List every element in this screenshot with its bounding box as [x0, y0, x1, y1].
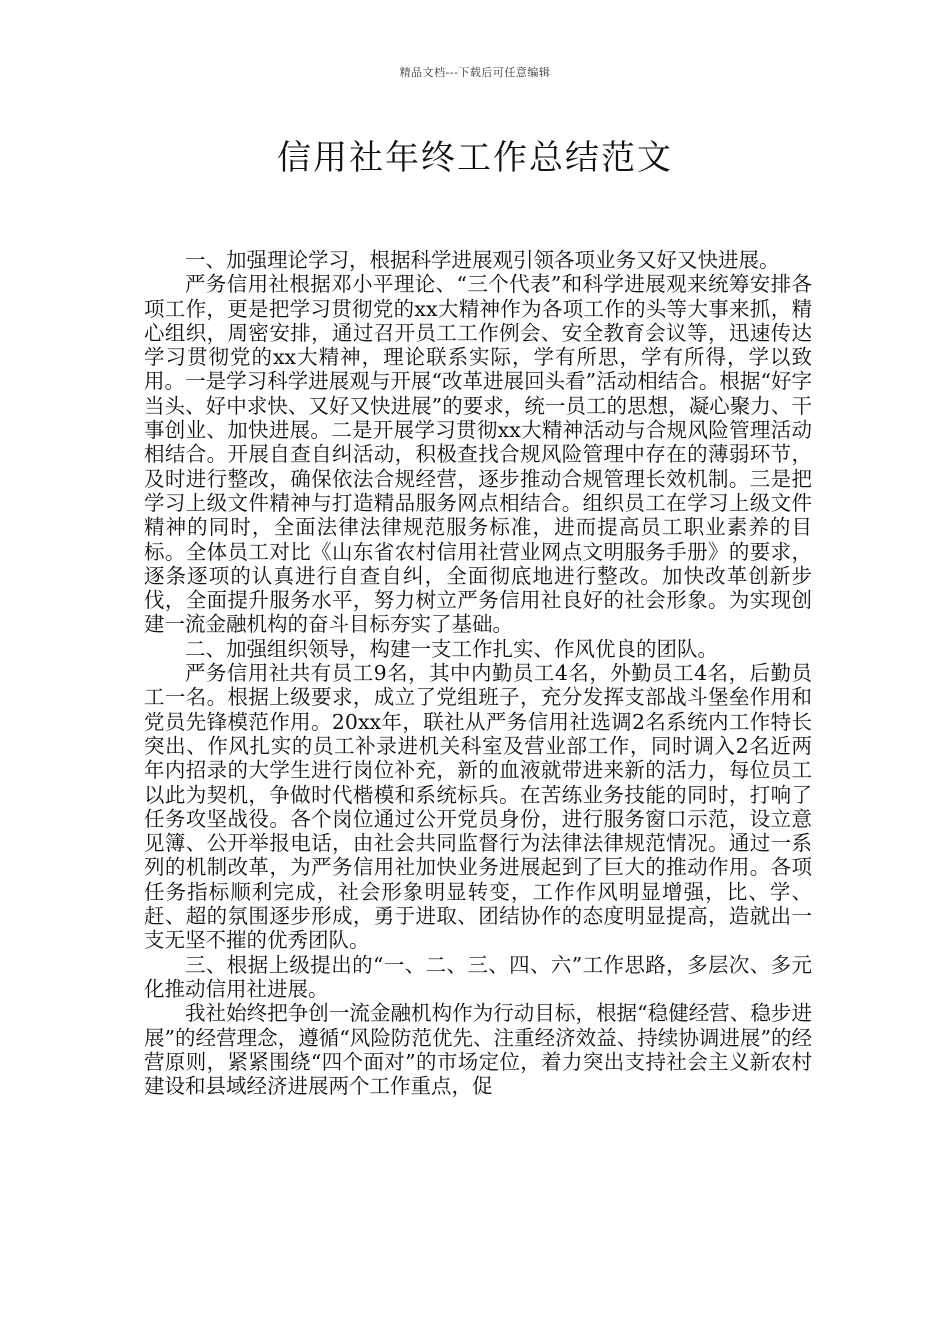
page-title: 信用社年终工作总结范文: [277, 138, 673, 178]
body-paragraph-3: 我社始终把争创一流金融机构作为行动目标，根据“稳健经营、稳步进展”的经营理念，遵循“风险防范优先、注重经济效益、持续协调进展”的经营原则，紧紧围绕“四个面对”的市场定位，着力突出支持社会主义新农村建设和县域经济进展两个工作重点，促: [144, 1001, 812, 1099]
section-heading-1: 一、加强理论学习，根据科学进展观引领各项业务又好又快进展。: [185, 248, 780, 272]
section-heading-2: 二、加强组织领导，构建一支工作扎实、作风优良的团队。: [185, 636, 718, 661]
document-body: [144, 248, 812, 1098]
header-note: 精品文档---下载后可任意编辑: [399, 66, 551, 79]
body-paragraph-1: 严务信用社根据邓小平理论、“三个代表”和科学进展观来统筹安排各项工作，更是把学习贯彻党的xx大精神作为各项工作的头等大事来抓，精心组织，周密安排，通过召开员工工作例会、安全教育会议等，迅速传达学习贯彻党的xx大精神，理论联系实际，学有所思，学有所得，学以致用。一是学习科学进展观与开展“改革进展回头看”活动相结合。根据“好字当头、好中求快、又好又快进展”的要求，统一员工的思想，凝心聚力、干事创业、加快进展。二是开展学习贯彻xx大精神活动与合规风险管理活动相结合。开展自查自纠活动，积极查找合规风险管理中存在的薄弱环节，及时进行整改，确保依法合规经营，逐步推动合规管理长效机制。三是把学习上级文件精神与打造精品服务网点相结合。组织员工在学习上级文件精神的同时，全面法律法律规范服务标准，进而提高员工职业素养的目标。全体员工对比《山东省农村信用社营业网点文明服务手册》的要求，逐条逐项的认真进行自查自纠，全面彻底地进行整改。加快改革创新步伐，全面提升服务水平，努力树立严务信用社良好的社会形象。为实现创建一流金融机构的奋斗目标夯实了基础。: [144, 272, 812, 637]
section-heading-3: 三、根据上级提出的“一、二、三、四、六”工作思路，多层次、多元化推动信用社进展。: [144, 952, 812, 1001]
body-paragraph-2: 严务信用社共有员工9名，其中内勤员工4名，外勤员工4名，后勤员工一名。根据上级要求，成立了党组班子，充分发挥支部战斗堡垒作用和党员先锋模范作用。20xx年，联社从严务信用社选调2名系统内工作特长突出、作风扎实的员工补录进机关科室及营业部工作，同时调入2名近两年内招录的大学生进行岗位补充，新的血液就带进来新的活力，每位员工以此为契机，争做时代楷模和系统标兵。在苦练业务技能的同时，打响了任务攻坚战役。各个岗位通过公开党员身份，进行服务窗口示范，设立意见簿、公开举报电话，由社会共同监督行为法律法律规范情况。通过一系列的机制改革，为严务信用社加快业务进展起到了巨大的推动作用。各项任务指标顺利完成，社会形象明显转变，工作作风明显增强，比、学、赶、超的氛围逐步形成，勇于进取、团结协作的态度明显提高，造就出一支无坚不摧的优秀团队。: [144, 661, 812, 953]
